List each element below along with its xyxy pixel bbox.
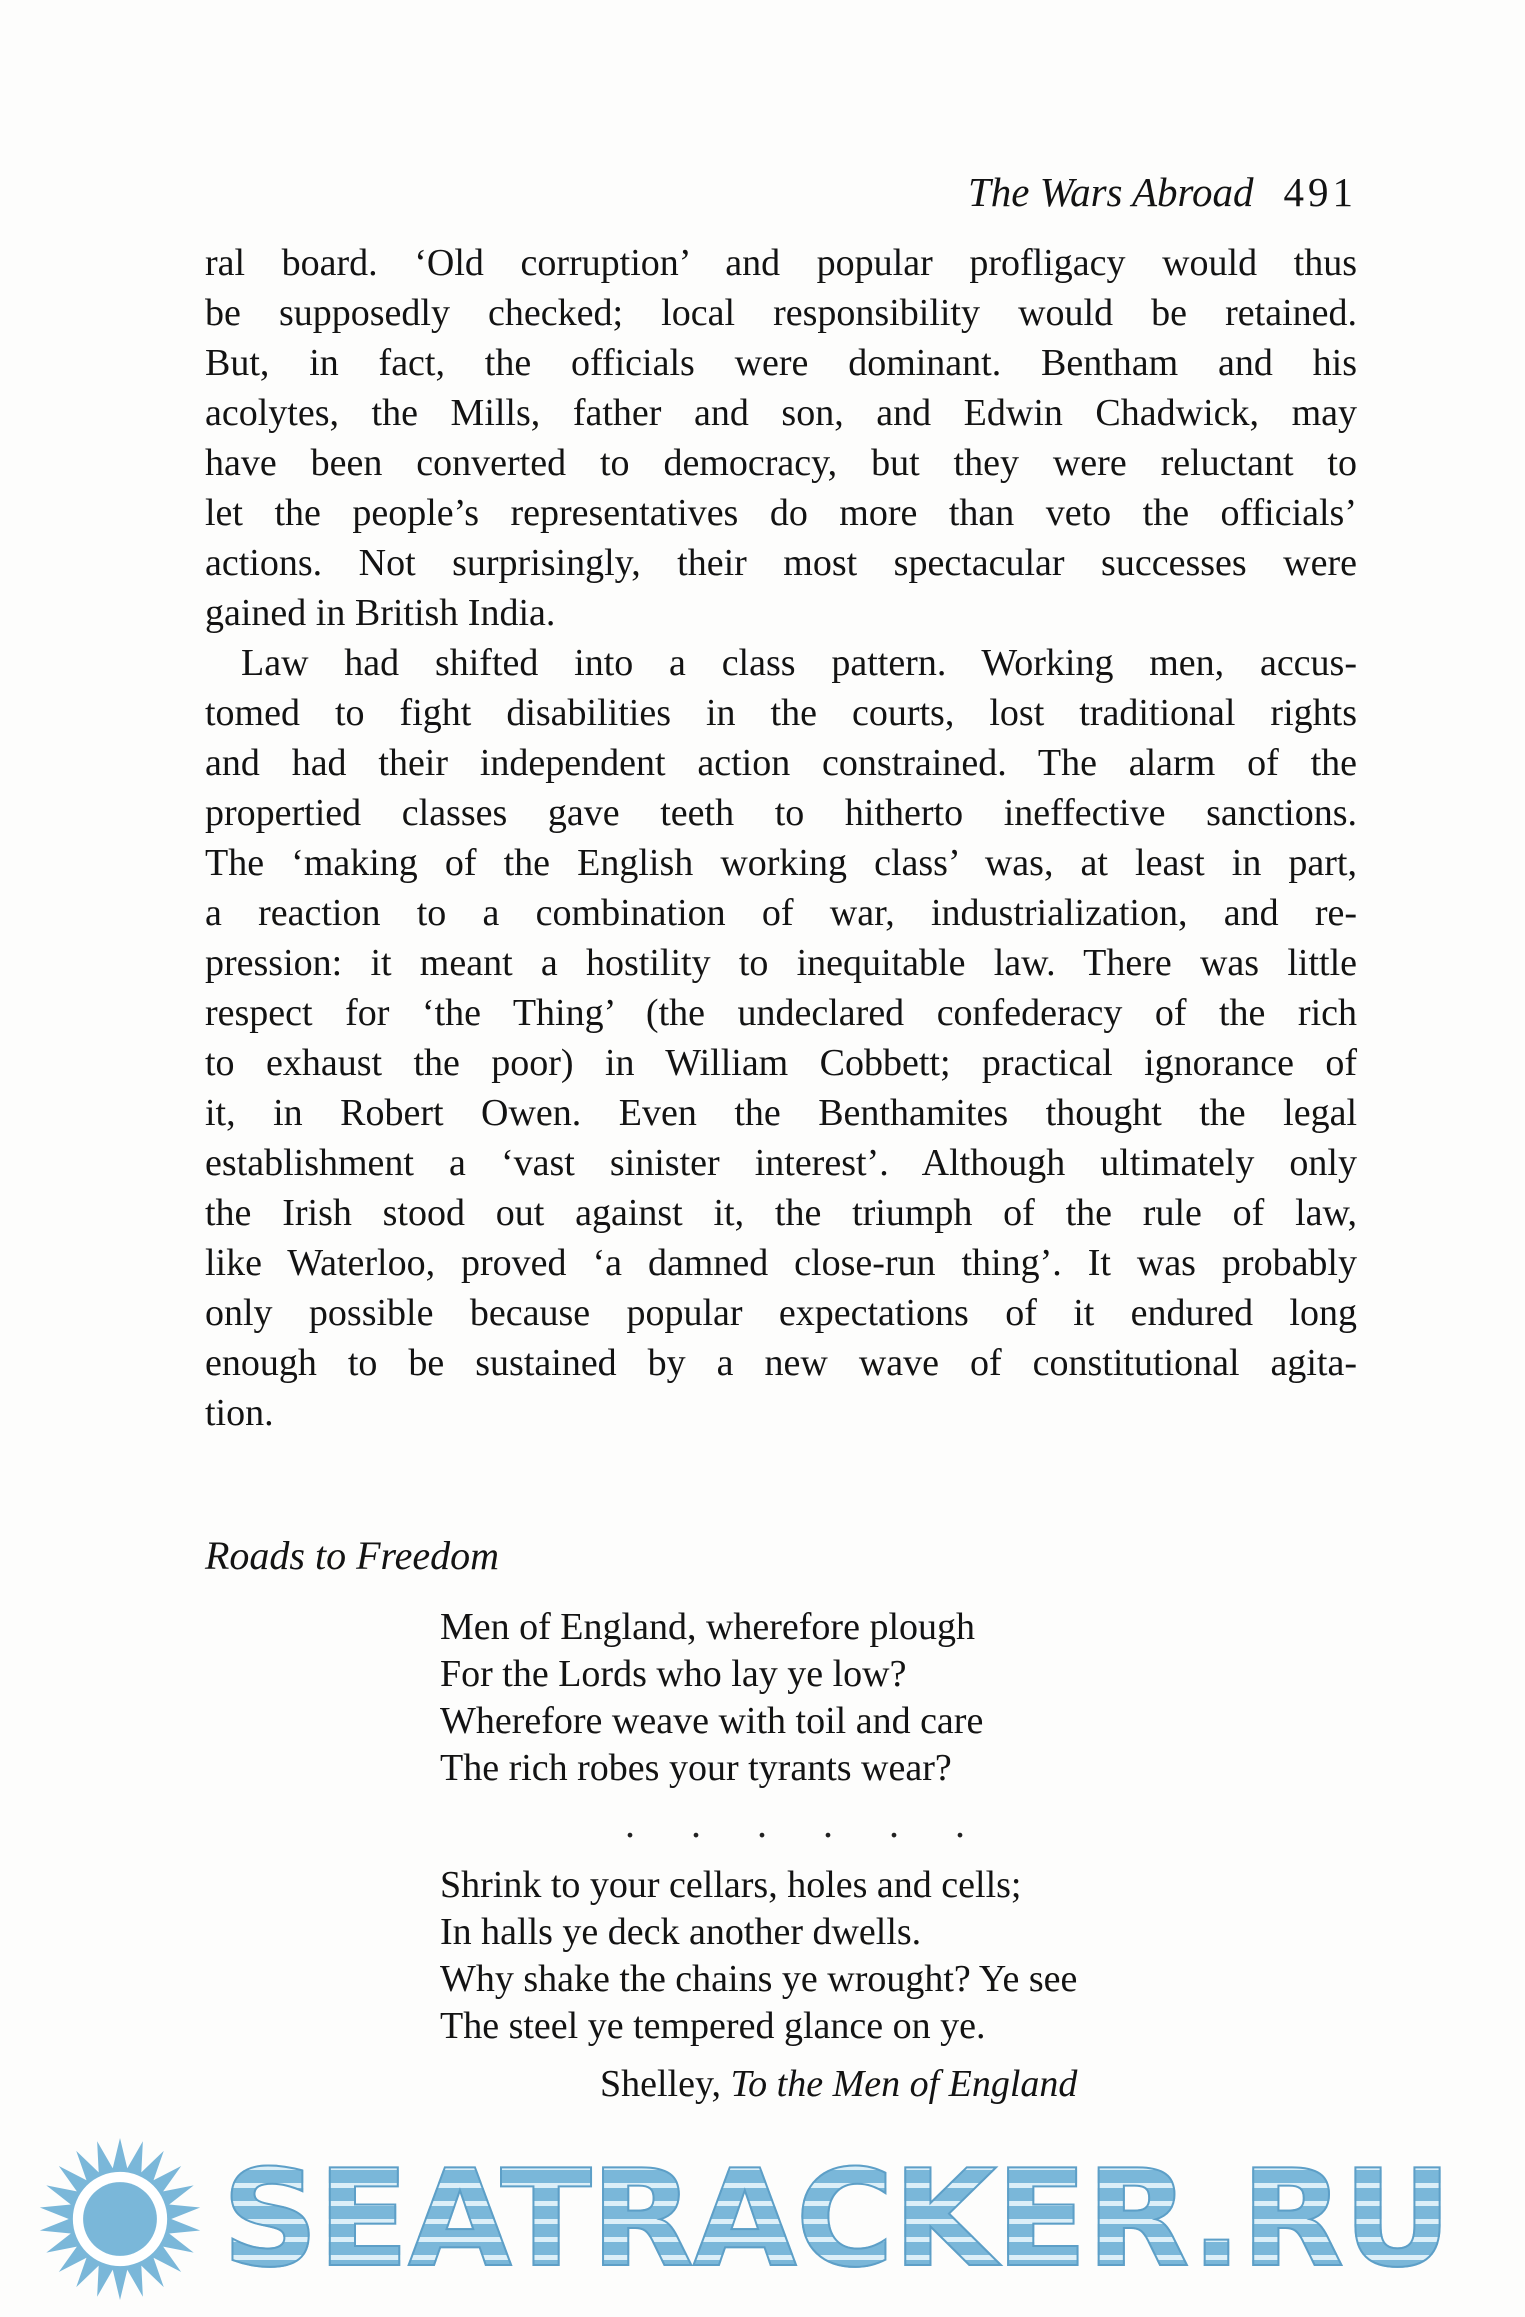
text-line: Law had shifted into a class pattern. Working men, accus- bbox=[241, 642, 1357, 684]
poem-line: Wherefore weave with toil and care bbox=[440, 1700, 984, 1742]
text-line: it, in Robert Owen. Even the Benthamites thought the legal bbox=[205, 1092, 1357, 1134]
text-line: a reaction to a combination of war, industrialization, and re- bbox=[205, 892, 1357, 934]
text-line: to exhaust the poor) in William Cobbett; practical ignorance of bbox=[205, 1042, 1357, 1084]
running-header bbox=[205, 168, 1357, 216]
poem-line: Shrink to your cellars, holes and cells; bbox=[440, 1864, 1022, 1906]
stanza-separator-dots: . . . . . . bbox=[625, 1801, 965, 1846]
running-header-title: The Wars Abroad bbox=[967, 169, 1254, 215]
text-line: let the people’s representatives do more than veto the officials’ bbox=[205, 492, 1357, 534]
text-line: have been converted to democracy, but they were reluctant to bbox=[205, 442, 1357, 484]
watermark-text: SEATRACKER.RU bbox=[222, 2152, 1507, 2286]
poem-line: The rich robes your tyrants wear? bbox=[440, 1747, 952, 1789]
text-line: ral board. ‘Old corruption’ and popular profligacy would thus bbox=[205, 242, 1357, 284]
poem-line: For the Lords who lay ye low? bbox=[440, 1653, 907, 1695]
text-line: establishment a ‘vast sinister interest’. Although ultimately only bbox=[205, 1142, 1357, 1184]
text-line: enough to be sustained by a new wave of constitutional agita- bbox=[205, 1342, 1357, 1384]
poem-line: In halls ye deck another dwells. bbox=[440, 1911, 922, 1953]
text-line: pression: it meant a hostility to inequitable law. There was little bbox=[205, 942, 1357, 984]
sun-logo-icon bbox=[38, 2137, 202, 2301]
body-text bbox=[205, 238, 1357, 1438]
poem-attribution bbox=[600, 2062, 1077, 2106]
text-line: the Irish stood out against it, the triumph of the rule of law, bbox=[205, 1192, 1357, 1234]
attribution-work-title: To the Men of England bbox=[730, 2063, 1078, 2105]
text-line: tion. bbox=[205, 1392, 274, 1434]
text-line: acolytes, the Mills, father and son, and Edwin Chadwick, may bbox=[205, 392, 1357, 434]
watermark bbox=[38, 2126, 1507, 2312]
attribution-author: Shelley, bbox=[600, 2063, 731, 2105]
text-line: The ‘making of the English working class’ was, at least in part, bbox=[205, 842, 1357, 884]
text-line: only possible because popular expectations of it endured long bbox=[205, 1292, 1357, 1334]
poem-line: Men of England, wherefore plough bbox=[440, 1606, 976, 1648]
poem-stanza-1 bbox=[440, 1604, 983, 1792]
text-line: propertied classes gave teeth to hitherto ineffective sanctions. bbox=[205, 792, 1357, 834]
text-line: be supposedly checked; local responsibility would be retained. bbox=[205, 292, 1357, 334]
paragraph-1 bbox=[205, 238, 1357, 638]
text-line: But, in fact, the officials were dominant. Bentham and his bbox=[205, 342, 1357, 384]
text-line: tomed to fight disabilities in the courts, lost traditional rights bbox=[205, 692, 1357, 734]
poem-line: The steel ye tempered glance on ye. bbox=[440, 2005, 986, 2047]
paragraph-2 bbox=[205, 638, 1357, 1438]
poem-line: Why shake the chains ye wrought? Ye see bbox=[440, 1958, 1078, 2000]
text-line: respect for ‘the Thing’ (the undeclared confederacy of the rich bbox=[205, 992, 1357, 1034]
text-line: actions. Not surprisingly, their most spectacular successes were bbox=[205, 542, 1357, 584]
section-heading: Roads to Freedom bbox=[205, 1533, 500, 1578]
text-line: gained in British India. bbox=[205, 592, 556, 634]
text-line: like Waterloo, proved ‘a damned close-run thing’. It was probably bbox=[205, 1242, 1357, 1284]
text-line: and had their independent action constrained. The alarm of the bbox=[205, 742, 1357, 784]
sun-core bbox=[83, 2182, 157, 2256]
page-number: 491 bbox=[1283, 169, 1357, 215]
poem-stanza-2 bbox=[440, 1862, 1077, 2050]
